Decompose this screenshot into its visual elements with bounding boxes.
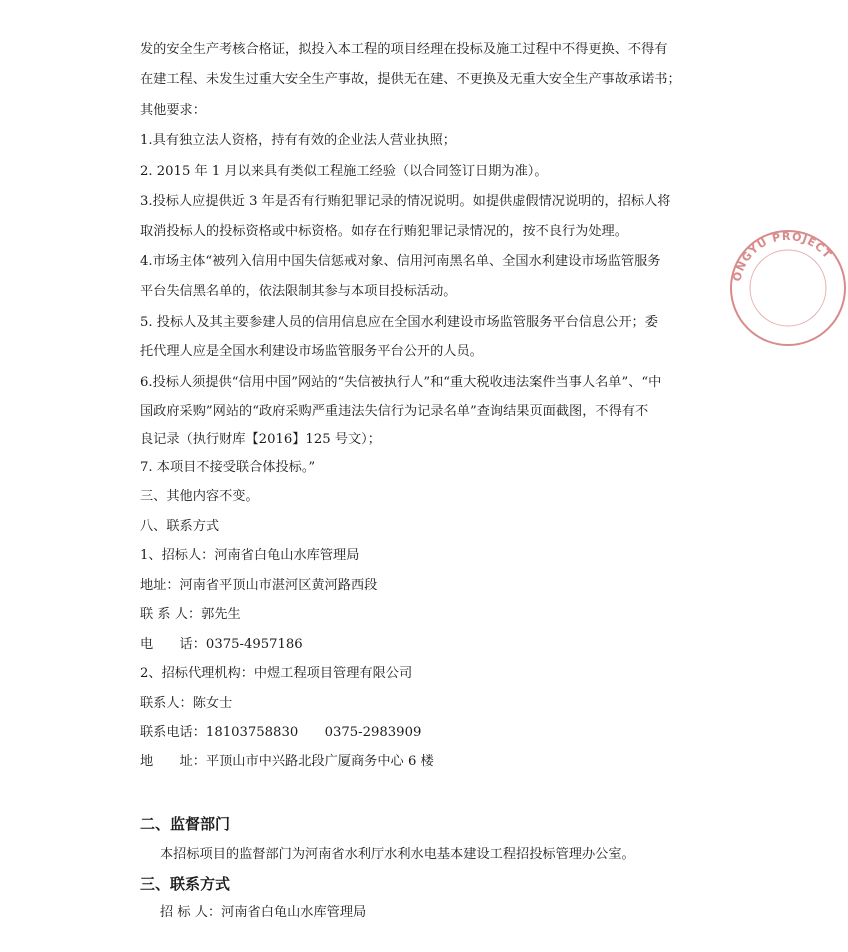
text-line: 6.投标人须提供“信用中国”网站的“失信被执行人”和“重大税收违法案件当事人名单”、“中 [140,375,662,390]
text-line: 取消投标人的投标资格或中标资格。如存在行贿犯罪记录情况的，按不良行为处理。 [140,224,628,239]
text-line: 联 系 人：郭先生 [140,607,241,622]
text-line: 八、联系方式 [140,519,220,534]
text-line: 三、其他内容不变。 [140,489,259,504]
section-text: 本招标项目的监督部门为河南省水利厅水利水电基本建设工程招投标管理办公室。 [160,847,635,862]
seal-stamp [728,228,848,348]
section-heading: 三、联系方式 [140,875,231,893]
section-text: 招 标 人：河南省白龟山水库管理局 [160,905,367,920]
text-line: 5. 投标人及其主要参建人员的信用信息应在全国水利建设市场监管服务平台信息公开；委 [140,315,658,330]
text-line: 3.投标人应提供近 3 年是否有行贿犯罪记录的情况说明。如提供虚假情况说明的，招标人将 [140,194,671,209]
text-line: 联系电话：18103758830 0375-2983909 [140,725,422,740]
text-line: 电 话：0375-4957186 [140,637,303,652]
text-line: 2、招标代理机构：中煜工程项目管理有限公司 [140,666,413,681]
text-line: 地 址：平顶山市中兴路北段广厦商务中心 6 楼 [140,754,434,769]
svg-text:ONGYU PROJECT: ONGYU PROJECT [730,229,835,283]
text-line: 4.市场主体“被列入信用中国失信惩戒对象、信用河南黑名单、全国水利建设市场监管服务 [140,254,661,269]
text-line: 2. 2015 年 1 月以来具有类似工程施工经验（以合同签订日期为准）。 [140,164,548,179]
section-heading: 二、监督部门 [140,815,231,833]
text-line: 在建工程、未发生过重大安全生产事故，提供无在建、不更换及无重大安全生产事故承诺书； [140,72,681,87]
text-line: 1.具有独立法人资格，持有有效的企业法人营业执照； [140,133,456,148]
text-line: 1、招标人：河南省白龟山水库管理局 [140,548,360,563]
text-line: 地址：河南省平顶山市湛河区黄河路西段 [140,578,378,593]
text-line: 7. 本项目不接受联合体投标。” [140,460,316,475]
text-line: 发的安全生产考核合格证，拟投入本工程的项目经理在投标及施工过程中不得更换、不得有 [140,42,668,57]
text-line: 平台失信黑名单的，依法限制其参与本项目投标活动。 [140,284,457,299]
text-line: 国政府采购”网站的“政府采购严重违法失信行为记录名单”查询结果页面截图，不得有不 [140,404,649,419]
text-line: 良记录（执行财库【2016】125 号文）； [140,432,381,447]
text-line: 其他要求： [140,103,206,118]
text-line: 联系人：陈女士 [140,696,233,711]
text-line: 托代理人应是全国水利建设市场监管服务平台公开的人员。 [140,344,483,359]
